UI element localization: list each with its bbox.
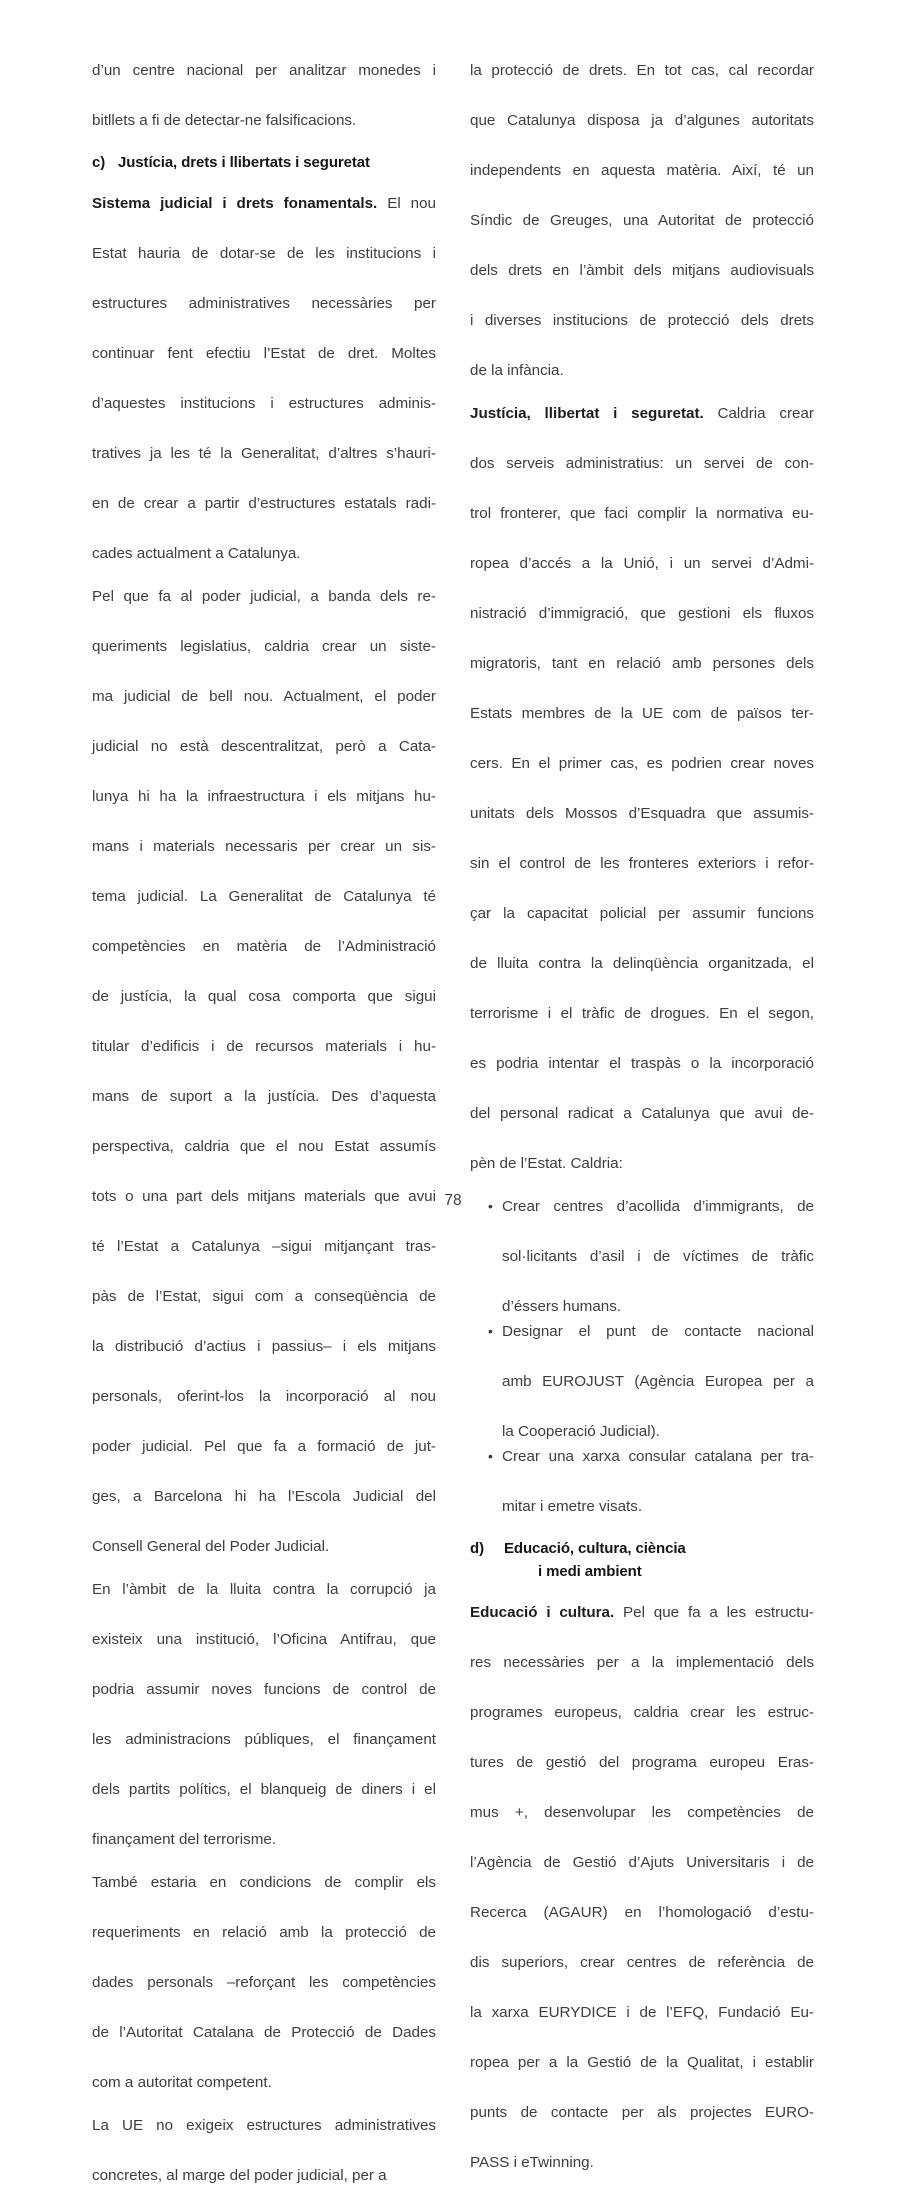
list-item bbox=[488, 1444, 814, 1519]
text-line: com a autoritat competent. bbox=[92, 2074, 272, 2091]
text-line: res necessàries per a la implementació dels bbox=[470, 1654, 814, 1671]
text-line: de l’Autoritat Catalana de Protecció de Dades bbox=[92, 2024, 436, 2041]
text-line: l’Agència de Gestió d’Ajuts Universitaris i de bbox=[470, 1854, 814, 1871]
text-line: nistració d’immigració, que gestioni els fluxos bbox=[470, 605, 814, 622]
heading-section-c bbox=[92, 151, 436, 174]
text-line: que Catalunya disposa ja d’algunes autoritats bbox=[470, 112, 814, 129]
paragraph-dades-personals bbox=[92, 1870, 436, 2095]
paragraph-educacio-cultura bbox=[470, 1600, 814, 2175]
text-line: de justícia, la qual cosa comporta que sigui bbox=[92, 988, 436, 1005]
paragraph-lead: Sistema judicial i drets fonamentals. bbox=[92, 195, 378, 212]
text-line bbox=[470, 1600, 814, 1650]
text-line: Estat hauria de dotar-se de les institucions i bbox=[92, 245, 436, 262]
text-line: perspectiva, caldria que el nou Estat assumís bbox=[92, 1138, 436, 1155]
text-line: Recerca (AGAUR) en l’homologació d’estu- bbox=[470, 1904, 814, 1921]
text-line: dades personals –reforçant les competències bbox=[92, 1974, 436, 1991]
text-line: Síndic de Greuges, una Autoritat de protecció bbox=[470, 212, 814, 229]
left-column bbox=[92, 58, 436, 2184]
text-line: tema judicial. La Generalitat de Catalunya té bbox=[92, 888, 436, 905]
text-line: finançament del terrorisme. bbox=[92, 1831, 277, 1848]
text-line: estructures administratives necessàries per bbox=[92, 295, 436, 312]
text-line: tures de gestió del programa europeu Eras- bbox=[470, 1754, 814, 1771]
heading-marker: d) bbox=[470, 1540, 484, 1557]
text-line: es podria intentar el traspàs o la incorporació bbox=[470, 1055, 814, 1072]
text-line: ropea d’accés a la Unió, i un servei d’Admi- bbox=[470, 555, 814, 572]
text-line: • Crear una xarxa consular catalana per tra- bbox=[502, 1448, 814, 1465]
text-line: d’éssers humans. bbox=[502, 1298, 622, 1315]
heading-text-line-1: Educació, cultura, ciència bbox=[504, 1540, 686, 1557]
text-line: d’un centre nacional per analitzar monedes i bbox=[92, 62, 436, 79]
text-line: mitar i emetre visats. bbox=[502, 1498, 643, 1515]
text-line: independents en aquesta matèria. Així, té un bbox=[470, 162, 814, 179]
bullet-list bbox=[470, 1194, 814, 1519]
text-line: bitllets a fi de detectar-ne falsificacions. bbox=[92, 112, 357, 129]
paragraph-ue-estructures bbox=[92, 2113, 436, 2188]
text-line: judicial no està descentralitzat, però a Cata- bbox=[92, 738, 436, 755]
text-fragment: Caldria crear bbox=[717, 405, 814, 422]
paragraph-corrupcio bbox=[92, 1577, 436, 1852]
text-line: cades actualment a Catalunya. bbox=[92, 545, 301, 562]
text-line bbox=[470, 401, 814, 451]
text-line: migratoris, tant en relació amb persones dels bbox=[470, 655, 814, 672]
text-line: trol fronterer, que faci complir la normativa eu- bbox=[470, 505, 814, 522]
text-line: la distribució d’actius i passius– i els mitjans bbox=[92, 1338, 436, 1355]
text-line: La UE no exigeix estructures administratives bbox=[92, 2117, 436, 2134]
text-line: unitats dels Mossos d’Esquadra que assumis- bbox=[470, 805, 814, 822]
text-line: lunya hi ha la infraestructura i els mitjans hu- bbox=[92, 788, 436, 805]
list-item bbox=[488, 1319, 814, 1444]
text-line: les administracions públiques, el finançament bbox=[92, 1731, 436, 1748]
text-line: la Cooperació Judicial). bbox=[502, 1423, 660, 1440]
text-line: çar la capacitat policial per assumir funcions bbox=[470, 905, 814, 922]
text-line: i diverses institucions de protecció dels drets bbox=[470, 312, 814, 329]
text-line: • Crear centres d’acollida d’immigrants, de bbox=[502, 1198, 814, 1215]
text-line: de lluita contra la delinqüència organitzada, el bbox=[470, 955, 814, 972]
text-line: pèn de l’Estat. Caldria: bbox=[470, 1155, 623, 1172]
paragraph-sistema-judicial bbox=[92, 191, 436, 566]
text-line: dos serveis administratius: un servei de con- bbox=[470, 455, 814, 472]
paragraph-lead: Educació i cultura. bbox=[470, 1604, 615, 1621]
paragraph-continuation bbox=[92, 58, 436, 133]
text-line: personals, oferint-los la incorporació al nou bbox=[92, 1388, 436, 1405]
heading-text: Justícia, drets i llibertats i seguretat bbox=[118, 154, 370, 171]
text-line: mans i materials necessaris per crear un sis- bbox=[92, 838, 436, 855]
text-line: Consell General del Poder Judicial. bbox=[92, 1538, 330, 1555]
heading-section-d bbox=[470, 1537, 814, 1583]
text-line: titular d’edificis i de recursos materials i hu- bbox=[92, 1038, 436, 1055]
text-line: del personal radicat a Catalunya que avui de- bbox=[470, 1105, 814, 1122]
text-line: d’aquestes institucions i estructures adminis- bbox=[92, 395, 436, 412]
text-line: pàs de l’Estat, sigui com a conseqüència de bbox=[92, 1288, 436, 1305]
text-line: Pel que fa al poder judicial, a banda dels re- bbox=[92, 588, 436, 605]
paragraph-justicia-llibertat bbox=[470, 401, 814, 1176]
text-line: requeriments en relació amb la protecció de bbox=[92, 1924, 436, 1941]
text-line: ges, a Barcelona hi ha l’Escola Judicial del bbox=[92, 1488, 436, 1505]
text-line: ma judicial de bell nou. Actualment, el poder bbox=[92, 688, 436, 705]
text-fragment: El nou bbox=[387, 195, 436, 212]
text-line: la xarxa EURYDICE i de l’EFQ, Fundació Eu- bbox=[470, 2004, 814, 2021]
text-line: la protecció de drets. En tot cas, cal recordar bbox=[470, 62, 814, 79]
text-line: poder judicial. Pel que fa a formació de jut- bbox=[92, 1438, 436, 1455]
text-line: cers. En el primer cas, es podrien crear noves bbox=[470, 755, 814, 772]
heading-marker: c) bbox=[92, 154, 106, 171]
text-line: mans de suport a la justícia. Des d’aquesta bbox=[92, 1088, 436, 1105]
text-line: sin el control de les fronteres exteriors i refor- bbox=[470, 855, 814, 872]
text-fragment: Pel que fa a les estructu- bbox=[623, 1604, 814, 1621]
text-line: dels drets en l’àmbit dels mitjans audiovisuals bbox=[470, 262, 814, 279]
text-line: concretes, al marge del poder judicial, per a bbox=[92, 2167, 387, 2184]
list-item bbox=[488, 1194, 814, 1319]
text-line: terrorisme i el tràfic de drogues. En el segon, bbox=[470, 1005, 814, 1022]
page-number: 78 bbox=[444, 1192, 462, 1209]
text-line: té l’Estat a Catalunya –sigui mitjançant tras- bbox=[92, 1238, 436, 1255]
text-line: dis superiors, crear centres de referència de bbox=[470, 1954, 814, 1971]
text-line: queriments legislatius, caldria crear un siste- bbox=[92, 638, 436, 655]
paragraph-poder-judicial bbox=[92, 584, 436, 1559]
text-line: podria assumir noves funcions de control de bbox=[92, 1681, 436, 1698]
text-line: sol·licitants d’asil i de víctimes de tràfic bbox=[502, 1248, 814, 1265]
right-column bbox=[470, 58, 814, 2171]
text-line: mus +, desenvolupar les competències de bbox=[470, 1804, 814, 1821]
text-line: tratives ja les té la Generalitat, d’altres s’hauri- bbox=[92, 445, 436, 462]
text-line: • Designar el punt de contacte nacional bbox=[502, 1323, 814, 1340]
text-line: PASS i eTwinning. bbox=[470, 2154, 594, 2171]
text-line: També estaria en condicions de complir els bbox=[92, 1874, 436, 1891]
text-line: dels partits polítics, el blanqueig de diners i el bbox=[92, 1781, 436, 1798]
text-line: amb EUROJUST (Agència Europea per a bbox=[502, 1373, 814, 1390]
paragraph-lead: Justícia, llibertat i seguretat. bbox=[470, 405, 704, 422]
text-line: existeix una institució, l’Oficina Antifrau, que bbox=[92, 1631, 436, 1648]
heading-text-line-2: i medi ambient bbox=[538, 1563, 642, 1580]
text-line bbox=[92, 191, 436, 241]
text-line: punts de contacte per als projectes EURO- bbox=[470, 2104, 814, 2121]
text-line: En l’àmbit de la lluita contra la corrupció ja bbox=[92, 1581, 436, 1598]
text-line: tots o una part dels mitjans materials que avui bbox=[92, 1188, 436, 1205]
paragraph-proteccio-drets bbox=[470, 58, 814, 383]
text-line: programes europeus, caldria crear les estruc- bbox=[470, 1704, 814, 1721]
text-line: ropea per a la Gestió de la Qualitat, i establir bbox=[470, 2054, 814, 2071]
text-line: de la infància. bbox=[470, 362, 564, 379]
text-line: Estats membres de la UE com de països ter- bbox=[470, 705, 814, 722]
text-line: competències en matèria de l’Administració bbox=[92, 938, 436, 955]
text-line: en de crear a partir d’estructures estatals radi- bbox=[92, 495, 436, 512]
text-line: continuar fent efectiu l’Estat de dret. Moltes bbox=[92, 345, 436, 362]
